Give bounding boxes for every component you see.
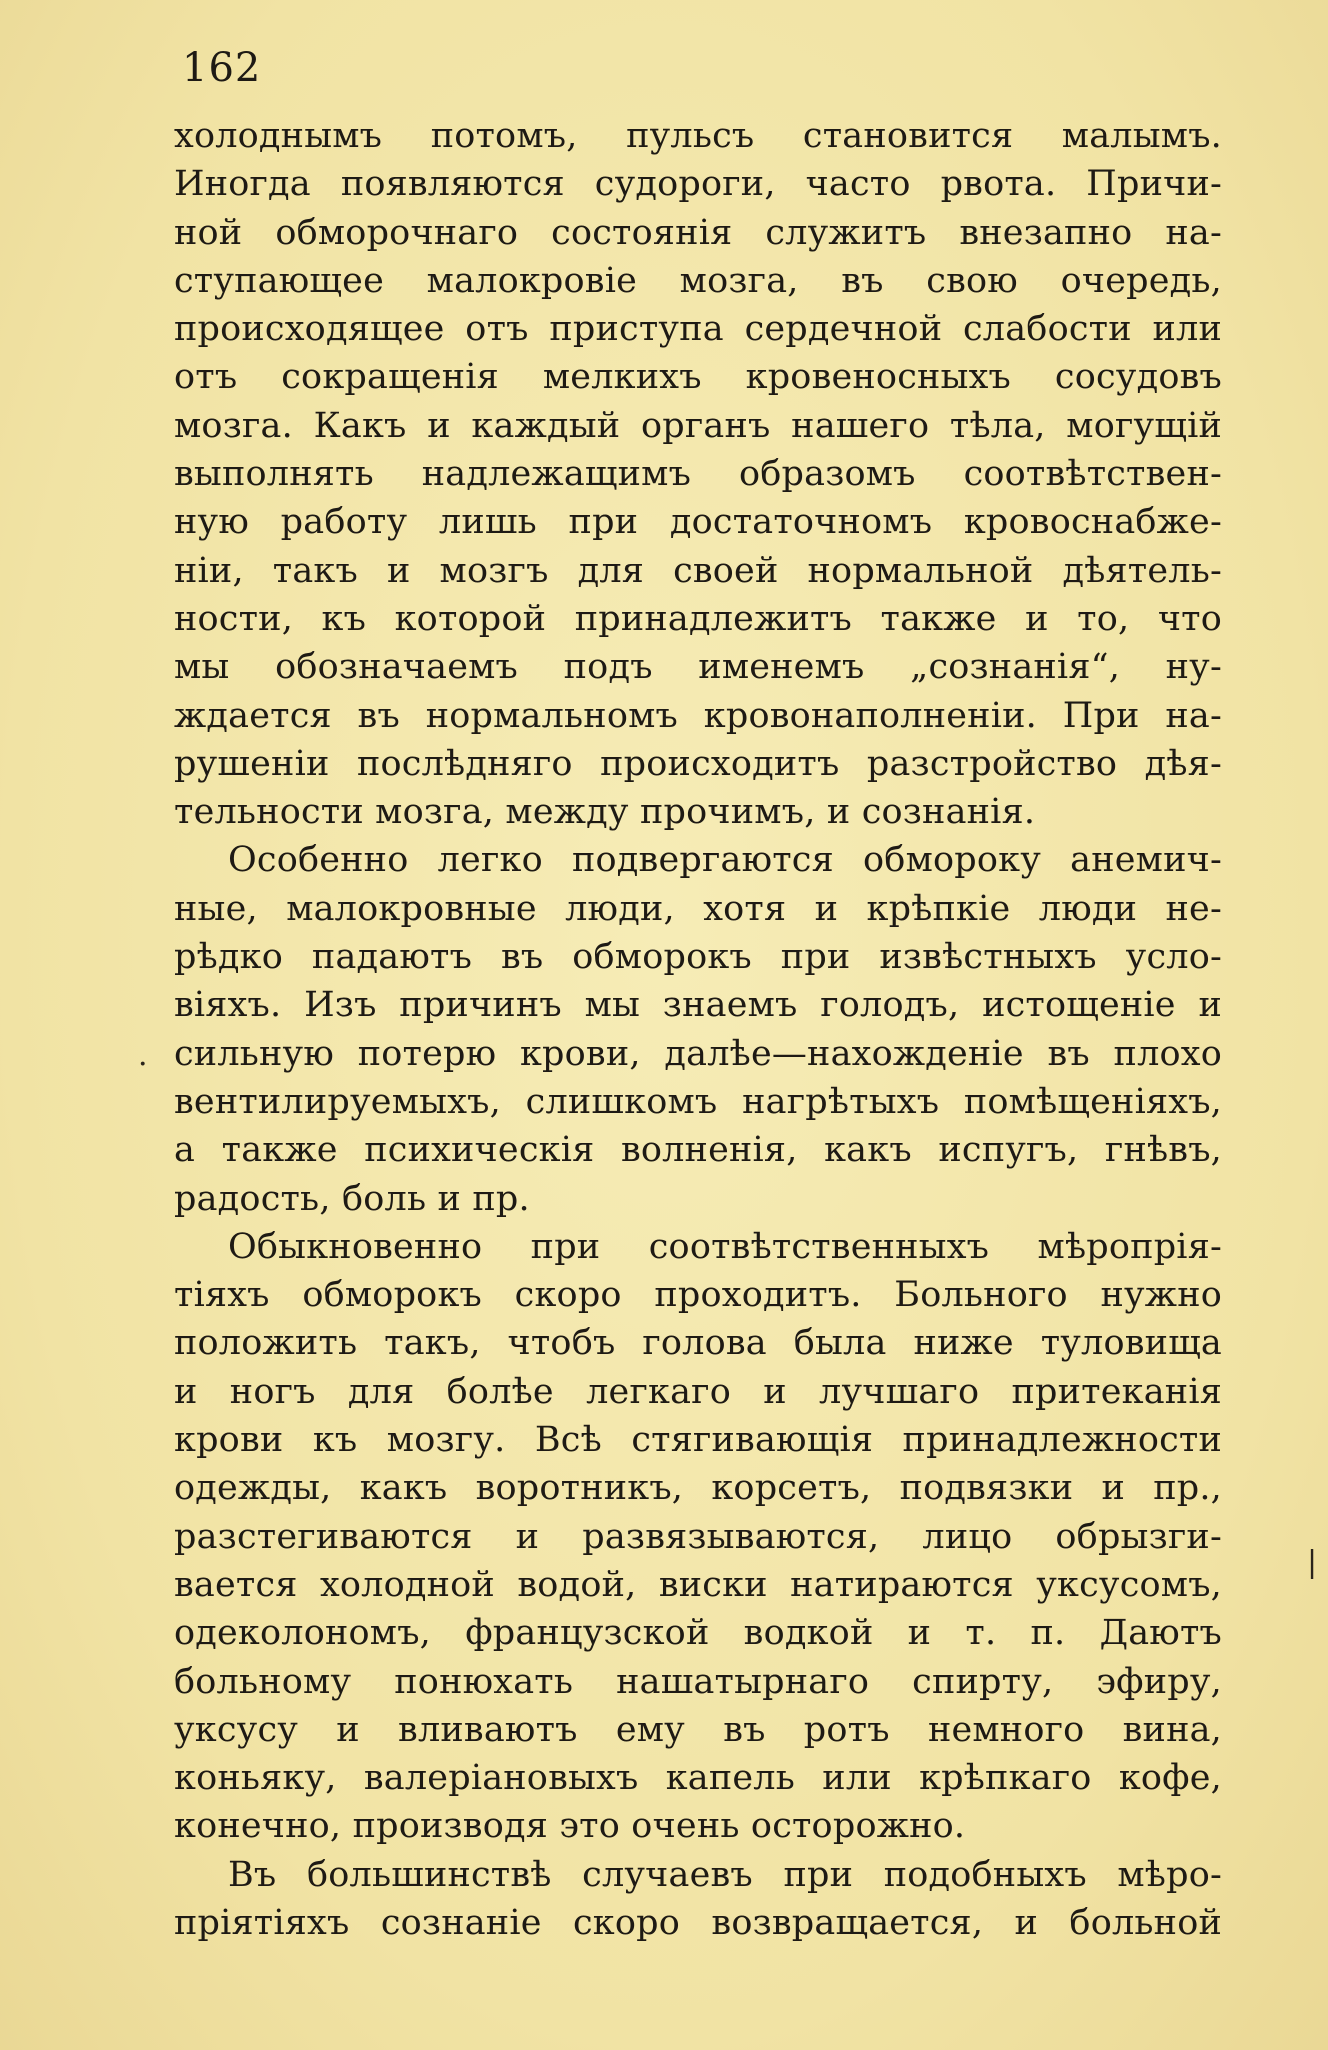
text-line: ные, малокровные люди, хотя и крѣпкіе люди не-: [174, 888, 1222, 929]
paragraph-start-line: Особенно легко подвергаются обмороку анемич-: [228, 840, 1222, 881]
body-text: [174, 112, 1222, 1947]
text-line: Иногда появляются судороги, часто рвота. Причи-: [174, 164, 1222, 205]
page-number: 162: [182, 45, 262, 91]
text-line: мы обозначаемъ подъ именемъ „сознанія“, ну-: [174, 647, 1222, 688]
text-line: выполнять надлежащимъ образомъ соотвѣтствен-: [174, 454, 1222, 495]
text-line: уксусу и вливаютъ ему въ ротъ немного вина,: [174, 1709, 1222, 1750]
text-line: происходящее отъ приступа сердечной слабости или: [174, 309, 1222, 350]
paragraph-end-line: конечно, производя это очень осторожно.: [174, 1806, 966, 1847]
text-line: крови къ мозгу. Всѣ стягивающія принадлежности: [174, 1420, 1222, 1461]
text-line: вается холодной водой, виски натираются уксусомъ,: [174, 1564, 1222, 1605]
margin-tick-mark: |: [1307, 1545, 1318, 1580]
text-line: отъ сокращенія мелкихъ кровеносныхъ сосудовъ: [174, 357, 1222, 398]
text-line: ную работу лишь при достаточномъ кровоснабже-: [174, 502, 1222, 543]
text-line: ніи, такъ и мозгъ для своей нормальной дѣятель-: [174, 550, 1222, 591]
margin-dot-mark: ·: [138, 1047, 148, 1082]
text-line: холоднымъ потомъ, пульсъ становится малымъ.: [174, 116, 1222, 156]
text-line: сильную потерю крови, далѣе—нахожденіе въ плохо: [174, 1033, 1222, 1074]
text-line: одеколономъ, французской водкой и т. п. Даютъ: [174, 1613, 1222, 1654]
text-line: положить такъ, чтобъ голова была ниже туловища: [174, 1323, 1222, 1364]
text-line: ности, къ которой принадлежитъ также и то, что: [174, 598, 1222, 639]
text-line: тіяхъ обморокъ скоро проходитъ. Больного нужно: [174, 1275, 1222, 1316]
text-line: разстегиваются и развязываются, лицо обрызги-: [174, 1516, 1222, 1557]
text-line: вентилируемыхъ, слишкомъ нагрѣтыхъ помѣщеніяхъ,: [174, 1081, 1222, 1122]
text-line: больному понюхать нашатырнаго спирту, эфиру,: [174, 1661, 1222, 1702]
text-line: ной обморочнаго состоянія служитъ внезапно на-: [174, 212, 1222, 253]
paragraph-end-line: тельности мозга, между прочимъ, и сознанія.: [174, 792, 1036, 833]
paragraph-start-line: Въ большинствѣ случаевъ при подобныхъ мѣро-: [228, 1854, 1222, 1895]
text-line: а также психическія волненія, какъ испугъ, гнѣвъ,: [174, 1130, 1222, 1171]
text-line: одежды, какъ воротникъ, корсетъ, подвязки и пр.,: [174, 1468, 1222, 1509]
paragraph-start-line: Обыкновенно при соотвѣтственныхъ мѣропрія-: [228, 1226, 1222, 1267]
paragraph-end-line: радость, боль и пр.: [174, 1178, 530, 1219]
text-line: рѣдко падаютъ въ обморокъ при извѣстныхъ усло-: [174, 937, 1222, 978]
text-line: віяхъ. Изъ причинъ мы знаемъ голодъ, истощеніе и: [174, 985, 1222, 1026]
text-line: ступающее малокровіе мозга, въ свою очередь,: [174, 260, 1222, 301]
text-line: ждается въ нормальномъ кровонаполненіи. При на-: [174, 695, 1222, 736]
text-line: мозга. Какъ и каждый органъ нашего тѣла, могущій: [174, 405, 1222, 446]
text-line: пріятіяхъ сознаніе скоро возвращается, и больной: [174, 1902, 1222, 1943]
text-line: рушеніи послѣдняго происходитъ разстройство дѣя-: [174, 743, 1222, 784]
text-line: и ногъ для болѣе легкаго и лучшаго притеканія: [174, 1371, 1222, 1412]
text-line: коньяку, валеріановыхъ капель или крѣпкаго кофе,: [174, 1758, 1222, 1799]
